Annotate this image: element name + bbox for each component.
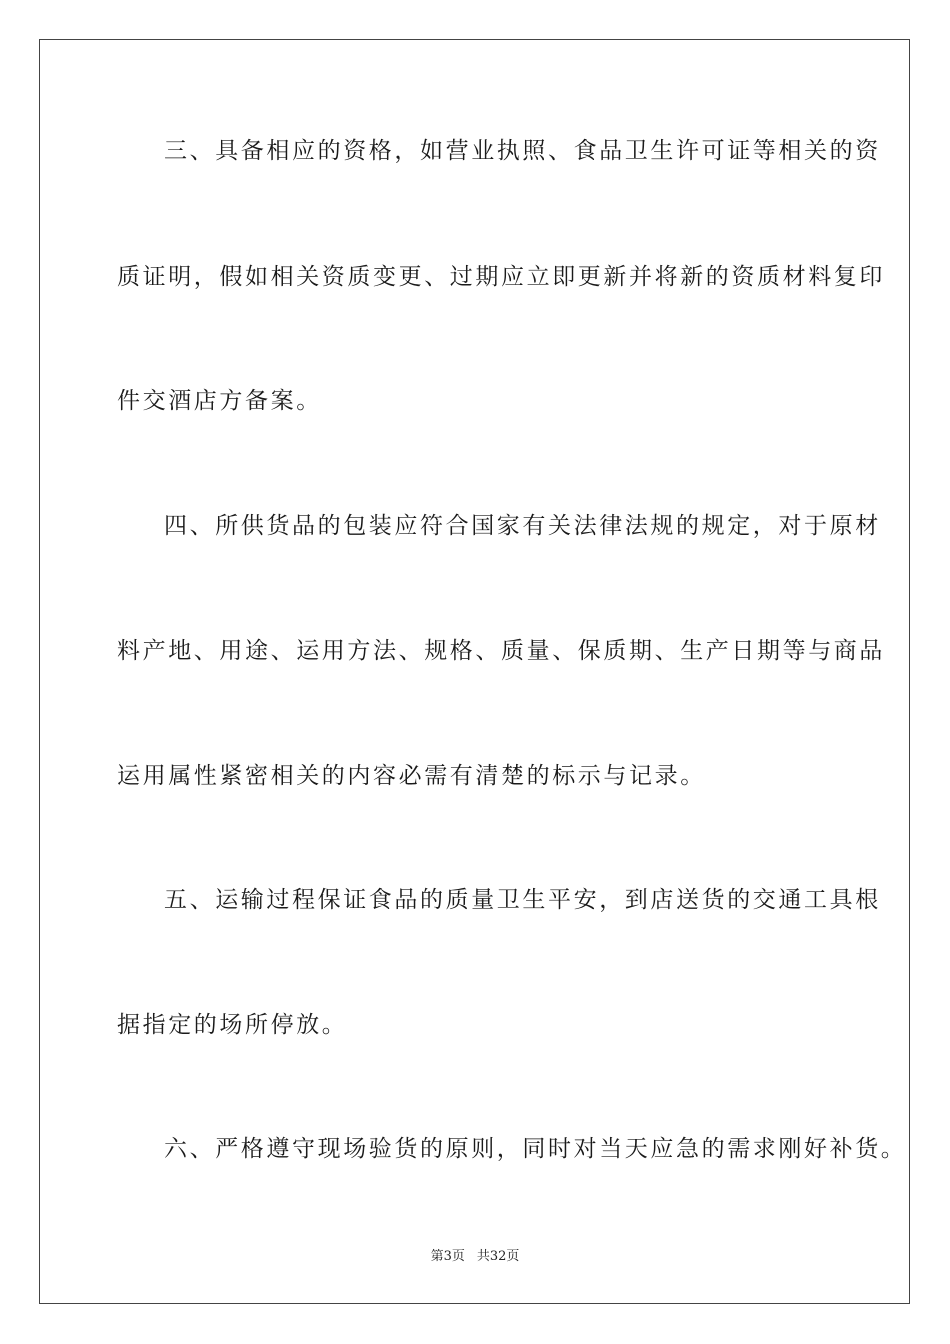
- paragraph-6-line-1: 六、严格遵守现场验货的原则，同时对当天应急的需求刚好补货。: [164, 1136, 907, 1162]
- page-frame: [39, 39, 910, 1304]
- paragraph-3-line-2: 质证明，假如相关资质变更、过期应立即更新并将新的资质材料复印: [117, 264, 885, 290]
- paragraph-4-line-2: 料产地、用途、运用方法、规格、质量、保质期、生产日期等与商品: [117, 638, 885, 664]
- paragraph-5-line-2: 据指定的场所停放。: [117, 1012, 348, 1038]
- paragraph-4-line-1: 四、所供货品的包装应符合国家有关法律法规的规定，对于原材: [164, 513, 881, 539]
- paragraph-4-line-3: 运用属性紧密相关的内容必需有清楚的标示与记录。: [117, 763, 706, 789]
- page-footer: [0, 1248, 950, 1266]
- paragraph-3-line-3: 件交酒店方备案。: [117, 388, 322, 414]
- paragraph-3-line-1: 三、具备相应的资格，如营业执照、食品卫生许可证等相关的资: [164, 138, 881, 164]
- paragraph-5-line-1: 五、运输过程保证食品的质量卫生平安，到店送货的交通工具根: [164, 887, 881, 913]
- page-number: 第3页: [430, 1249, 465, 1264]
- page-total: 共32页: [476, 1249, 520, 1264]
